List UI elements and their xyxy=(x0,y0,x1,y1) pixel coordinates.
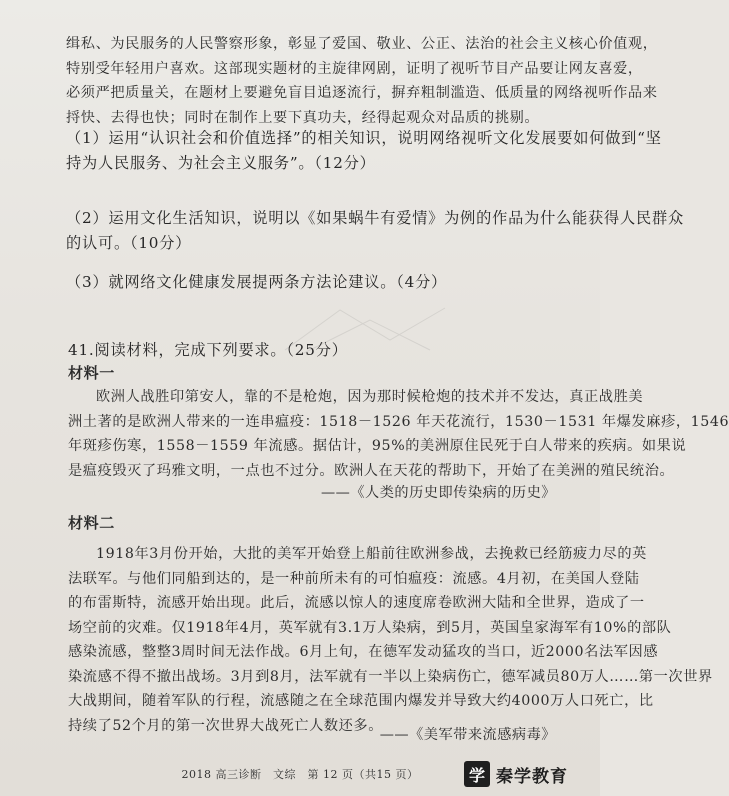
logo-text: 秦学教育 xyxy=(496,766,568,787)
intro-paragraph xyxy=(66,32,658,130)
material-2-line: 的布雷斯特，流感开始出现。此后，流感以惊人的速度席卷欧洲大陆和全世界，造成了一 xyxy=(68,595,645,611)
page-footer: 2018 高三诊断 文综 第 12 页（共15 页） xyxy=(181,768,419,781)
question-3 xyxy=(66,270,566,295)
material-1-line: 欧洲人战胜印第安人，靠的不是枪炮，因为那时候枪炮的技术并不发达，真正战胜美 xyxy=(96,389,644,405)
question-1-line: （1）运用“认识社会和价值选择”的相关知识，说明网络视听文化发展要如何做到“坚 xyxy=(66,129,662,147)
material-1 xyxy=(68,362,568,383)
material-2-body xyxy=(68,542,713,738)
question-2-line: 的认可。（10分） xyxy=(66,234,192,252)
material-2-line: 法联军。与他们同船到达的，是一种前所未有的可怕瘟疫：流感。4月初，在美国人登陆 xyxy=(68,570,640,587)
material-2-source: ——《美军带来流感病毒》 xyxy=(379,727,556,743)
material-1-source: ——《人类的历史即传染病的历史》 xyxy=(320,485,556,501)
question-41-title: 41.阅读材料，完成下列要求。（25分） xyxy=(68,341,348,359)
question-2-line: （2）运用文化生活知识，说明以《如果蜗牛有爱情》为例的作品为什么能获得人民群众 xyxy=(66,209,684,227)
material-2-line: 感染流感，整整3周时间无法作战。6月上旬，在德军发动猛攻的当口，近2000名法军因感 xyxy=(68,644,659,660)
question-1 xyxy=(66,126,662,176)
material-1-line: 洲土著的是欧洲人带来的一连串瘟疫：1518－1526 年天花流行，1530－1531 年爆发麻疹，1546 xyxy=(68,413,729,430)
material-2-line: 持续了52个月的第一次世界大战死亡人数还多。 xyxy=(68,717,384,734)
material-1-line: 年斑疹伤寒，1558－1559 年流感。据估计，95%的美洲原住民死于白人带来的疾病。如果说 xyxy=(68,438,687,454)
material-1-body xyxy=(68,385,729,483)
material-2-line: 大战期间，随着军队的行程，流感随之在全球范围内爆发并导致大约4000万人口死亡，比 xyxy=(68,693,654,709)
intro-line: 特别受年轻用户喜欢。这部现实题材的主旋律网剧，证明了视听节目产品要让网友喜爱， xyxy=(66,60,643,77)
material-2 xyxy=(68,512,568,533)
question-2 xyxy=(66,206,684,256)
intro-line: 缉私、为民服务的人民警察形象，彰显了爱国、敬业、公正、法治的社会主义核心价值观， xyxy=(66,36,658,52)
material-2-label: 材料二 xyxy=(68,514,115,532)
logo-mark-icon: 学 xyxy=(464,761,490,787)
question-1-line: 持为人民服务、为社会主义服务”。（12分） xyxy=(66,154,376,172)
intro-line: 捋快、去得也快；同时在制作上要下真功夫，经得起观众对品质的挑剔。 xyxy=(66,109,540,126)
material-2-line: 染流感不得不撤出战场。3月到8月，法军就有一半以上染病伤亡，德军减员80万人……第一次世界 xyxy=(68,668,713,685)
material-1-label: 材料一 xyxy=(68,364,115,382)
material-1-line: 是瘟疫毁灭了玛雅文明，一点也不过分。欧洲人在天花的帮助下，开始了在美洲的殖民统治。 xyxy=(68,462,675,479)
question-3-line: （3）就网络文化健康发展提两条方法论建议。（4分） xyxy=(66,273,448,291)
material-2-line: 1918年3月份开始，大批的美军开始登上船前往欧洲参战，去挽救已经筋疲力尽的英 xyxy=(96,546,647,562)
intro-line: 必须严把质量关，在题材上要避免盲目追逐流行，摒弃粗制滥造、低质量的网络视听作品来 xyxy=(66,85,658,101)
material-2-line: 场空前的灾难。仅1918年4月，英军就有3.1万人染病，到5月，英国皇家海军有10%的部队 xyxy=(68,619,672,636)
watermark-logo xyxy=(464,760,582,788)
